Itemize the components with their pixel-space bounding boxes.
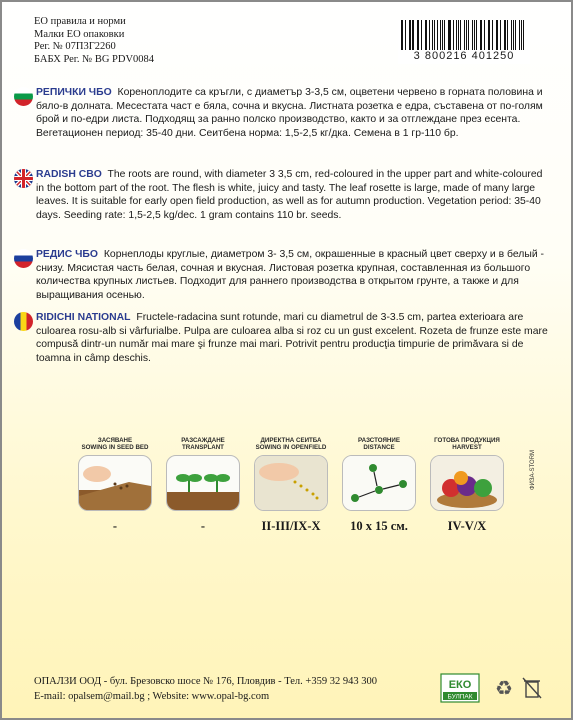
barcode-bar xyxy=(515,20,516,54)
registration-line: ЕО правила и норми xyxy=(34,16,126,27)
barcode-bar xyxy=(460,20,461,54)
barcode-bar xyxy=(481,20,482,54)
harvest-icon xyxy=(430,455,504,511)
waste-bin-icon xyxy=(522,676,542,700)
variety-description: Кореноплодите са кръгли, с диаметър 3-3,5 см, оцветени червено в горната половина и бяло-в долната. Месестата част е бяла, сочна и вкусна. Листната розетка е едра, съставена от по-голям брой и по-едри листа. Подходящ за ранно полско производство, както и за отглеждане през есента. Вегетационен период: 35-40 дни. Сеитбена норма: 1,5-2,5 кг/дка. Семена в 1 гр-110 бр. xyxy=(36,87,543,139)
icon-value: - xyxy=(112,519,118,533)
uk-flag-icon xyxy=(14,169,33,188)
variety-name: РЕПИЧКИ ЧБО xyxy=(36,87,112,98)
barcode-bar xyxy=(418,20,419,54)
icon-label-en: SOWING IN SEED BED xyxy=(81,444,149,451)
icon-label-bg: РАЗСТОЯНИЕ xyxy=(358,437,400,444)
icon-label-bg: ДИРЕКТНА СЕИТБА xyxy=(260,437,322,444)
barcode-number: 3 800216 401250 xyxy=(398,50,530,62)
bulpak-logo-text: БУЛПАК xyxy=(447,693,473,701)
variety-description: Корнеплоды круглые, диаметром 3- 3,5 см, окрашенные в красный цвет сверху и в белый - снизу. Мясистая часть белая, сочная и вкусная. Листовая розетка крупная, составленная из большого количества крупных листьев. Подходит для раннего производства в открытом грунте, а также и для выращивания осенью. xyxy=(36,249,544,301)
barcode-bar xyxy=(449,20,450,54)
variety-description: The roots are round, with diameter 3 3,5 cm, red-coloured in the upper part and white-coloured in the bottom part of the root. The flesh is white, juicy and tasty. The leaf rosette is large, made of many large leaves. It is suitable for early open field production, as well as for autumn production. Vegetation period: 35-40 days. Seeding rate: 1,5-2,5 kg/dec. 1 gram contains 110 br. seeds. xyxy=(36,169,543,221)
variety-description: Fructele-radacina sunt rotunde, mari cu diametrul de 3-3.5 cm, partea exterioara are culoarea rosu-alb si vârfurialbe. Pulpa are culoarea alba si roz cu un gust excelent. Rozeta de frunze este mare compusă dintr-un număr mai mare şi frunze mai mari. Potrivit pentru producţia timpurie de primăvara si de toamna in câmp deschis. xyxy=(36,312,548,364)
barcode-bar xyxy=(437,20,438,54)
barcode-bar xyxy=(405,20,406,54)
icon-sowing-seed-bed xyxy=(76,437,154,534)
romania-flag-icon xyxy=(14,312,33,331)
barcode-bar xyxy=(468,20,469,54)
icon-label-bg: ЗАСЯВАНЕ xyxy=(97,437,133,444)
icon-label-bg: РАЗСАЖДАНЕ xyxy=(181,437,225,444)
icon-label-en: SOWING IN OPENFIELD xyxy=(255,444,327,451)
section-bulgarian xyxy=(36,86,548,140)
icon-sowing-open-field xyxy=(252,437,330,534)
sowing-in-open-field-icon xyxy=(254,455,328,511)
sowing-in-seed-bed-icon xyxy=(78,455,152,511)
barcode-bar xyxy=(489,20,490,54)
footer-contact xyxy=(34,674,377,704)
icon-label-bg: ГОТОВА ПРОДУКЦИЯ xyxy=(434,437,500,444)
barcode-bar xyxy=(444,20,445,54)
transplant-icon xyxy=(166,455,240,511)
icon-value: 10 x 15 см. xyxy=(350,519,408,533)
registration-line: Рег. № 07П3Г2260 xyxy=(34,41,116,52)
section-russian xyxy=(36,248,548,302)
icon-value: IV-V/X xyxy=(447,519,487,533)
variety-name: РЕДИС ЧБО xyxy=(36,249,98,260)
variety-name: RIDICHI NATIONAL xyxy=(36,312,131,323)
icon-label-en: HARVEST xyxy=(452,444,482,451)
icon-value: II-III/IX-X xyxy=(261,519,321,533)
barcode-bar xyxy=(492,20,493,54)
side-text: ФИЗА-STORM xyxy=(530,449,536,490)
distance-icon xyxy=(342,455,416,511)
company-contact: E-mail: opalsem@mail.bg ; Website: www.opal-bg.com xyxy=(34,691,270,702)
barcode-bar xyxy=(458,20,459,54)
icon-transplant xyxy=(164,437,242,534)
barcode-bar xyxy=(421,20,422,54)
bulgaria-flag-icon xyxy=(14,87,33,106)
barcode-bar xyxy=(412,20,413,54)
eko-bulpak-logo xyxy=(440,673,480,703)
company-address: ОПАЛЗИ ООД - бул. Брезовско шосе № 176, Пловдив - Тел. +359 32 943 300 xyxy=(34,676,377,687)
barcode-bar xyxy=(432,20,433,54)
barcode-bar xyxy=(476,20,477,54)
icon-label-en: DISTANCE xyxy=(363,444,395,451)
icon-harvest xyxy=(428,437,506,534)
icon-label-en: TRANSPLANT xyxy=(182,444,224,451)
registration-line: Малки ЕО опаковки xyxy=(34,28,125,40)
barcode-bar xyxy=(523,20,524,54)
eko-logo-text: ЕКО xyxy=(448,679,472,691)
registration-block xyxy=(34,16,154,66)
section-english xyxy=(36,168,548,222)
section-romanian xyxy=(36,311,548,365)
variety-name: RADISH CBO xyxy=(36,169,102,180)
barcode-bar xyxy=(511,20,512,54)
recycle-icon: ♻ xyxy=(495,678,513,700)
barcode-bars xyxy=(398,20,530,54)
barcode-bar xyxy=(500,20,501,54)
barcode xyxy=(398,20,530,64)
registration-line: БАБХ Рег. № BG PDV0084 xyxy=(34,53,155,65)
russia-flag-icon xyxy=(14,249,33,268)
icon-distance xyxy=(340,437,418,534)
icon-value: - xyxy=(200,519,206,533)
